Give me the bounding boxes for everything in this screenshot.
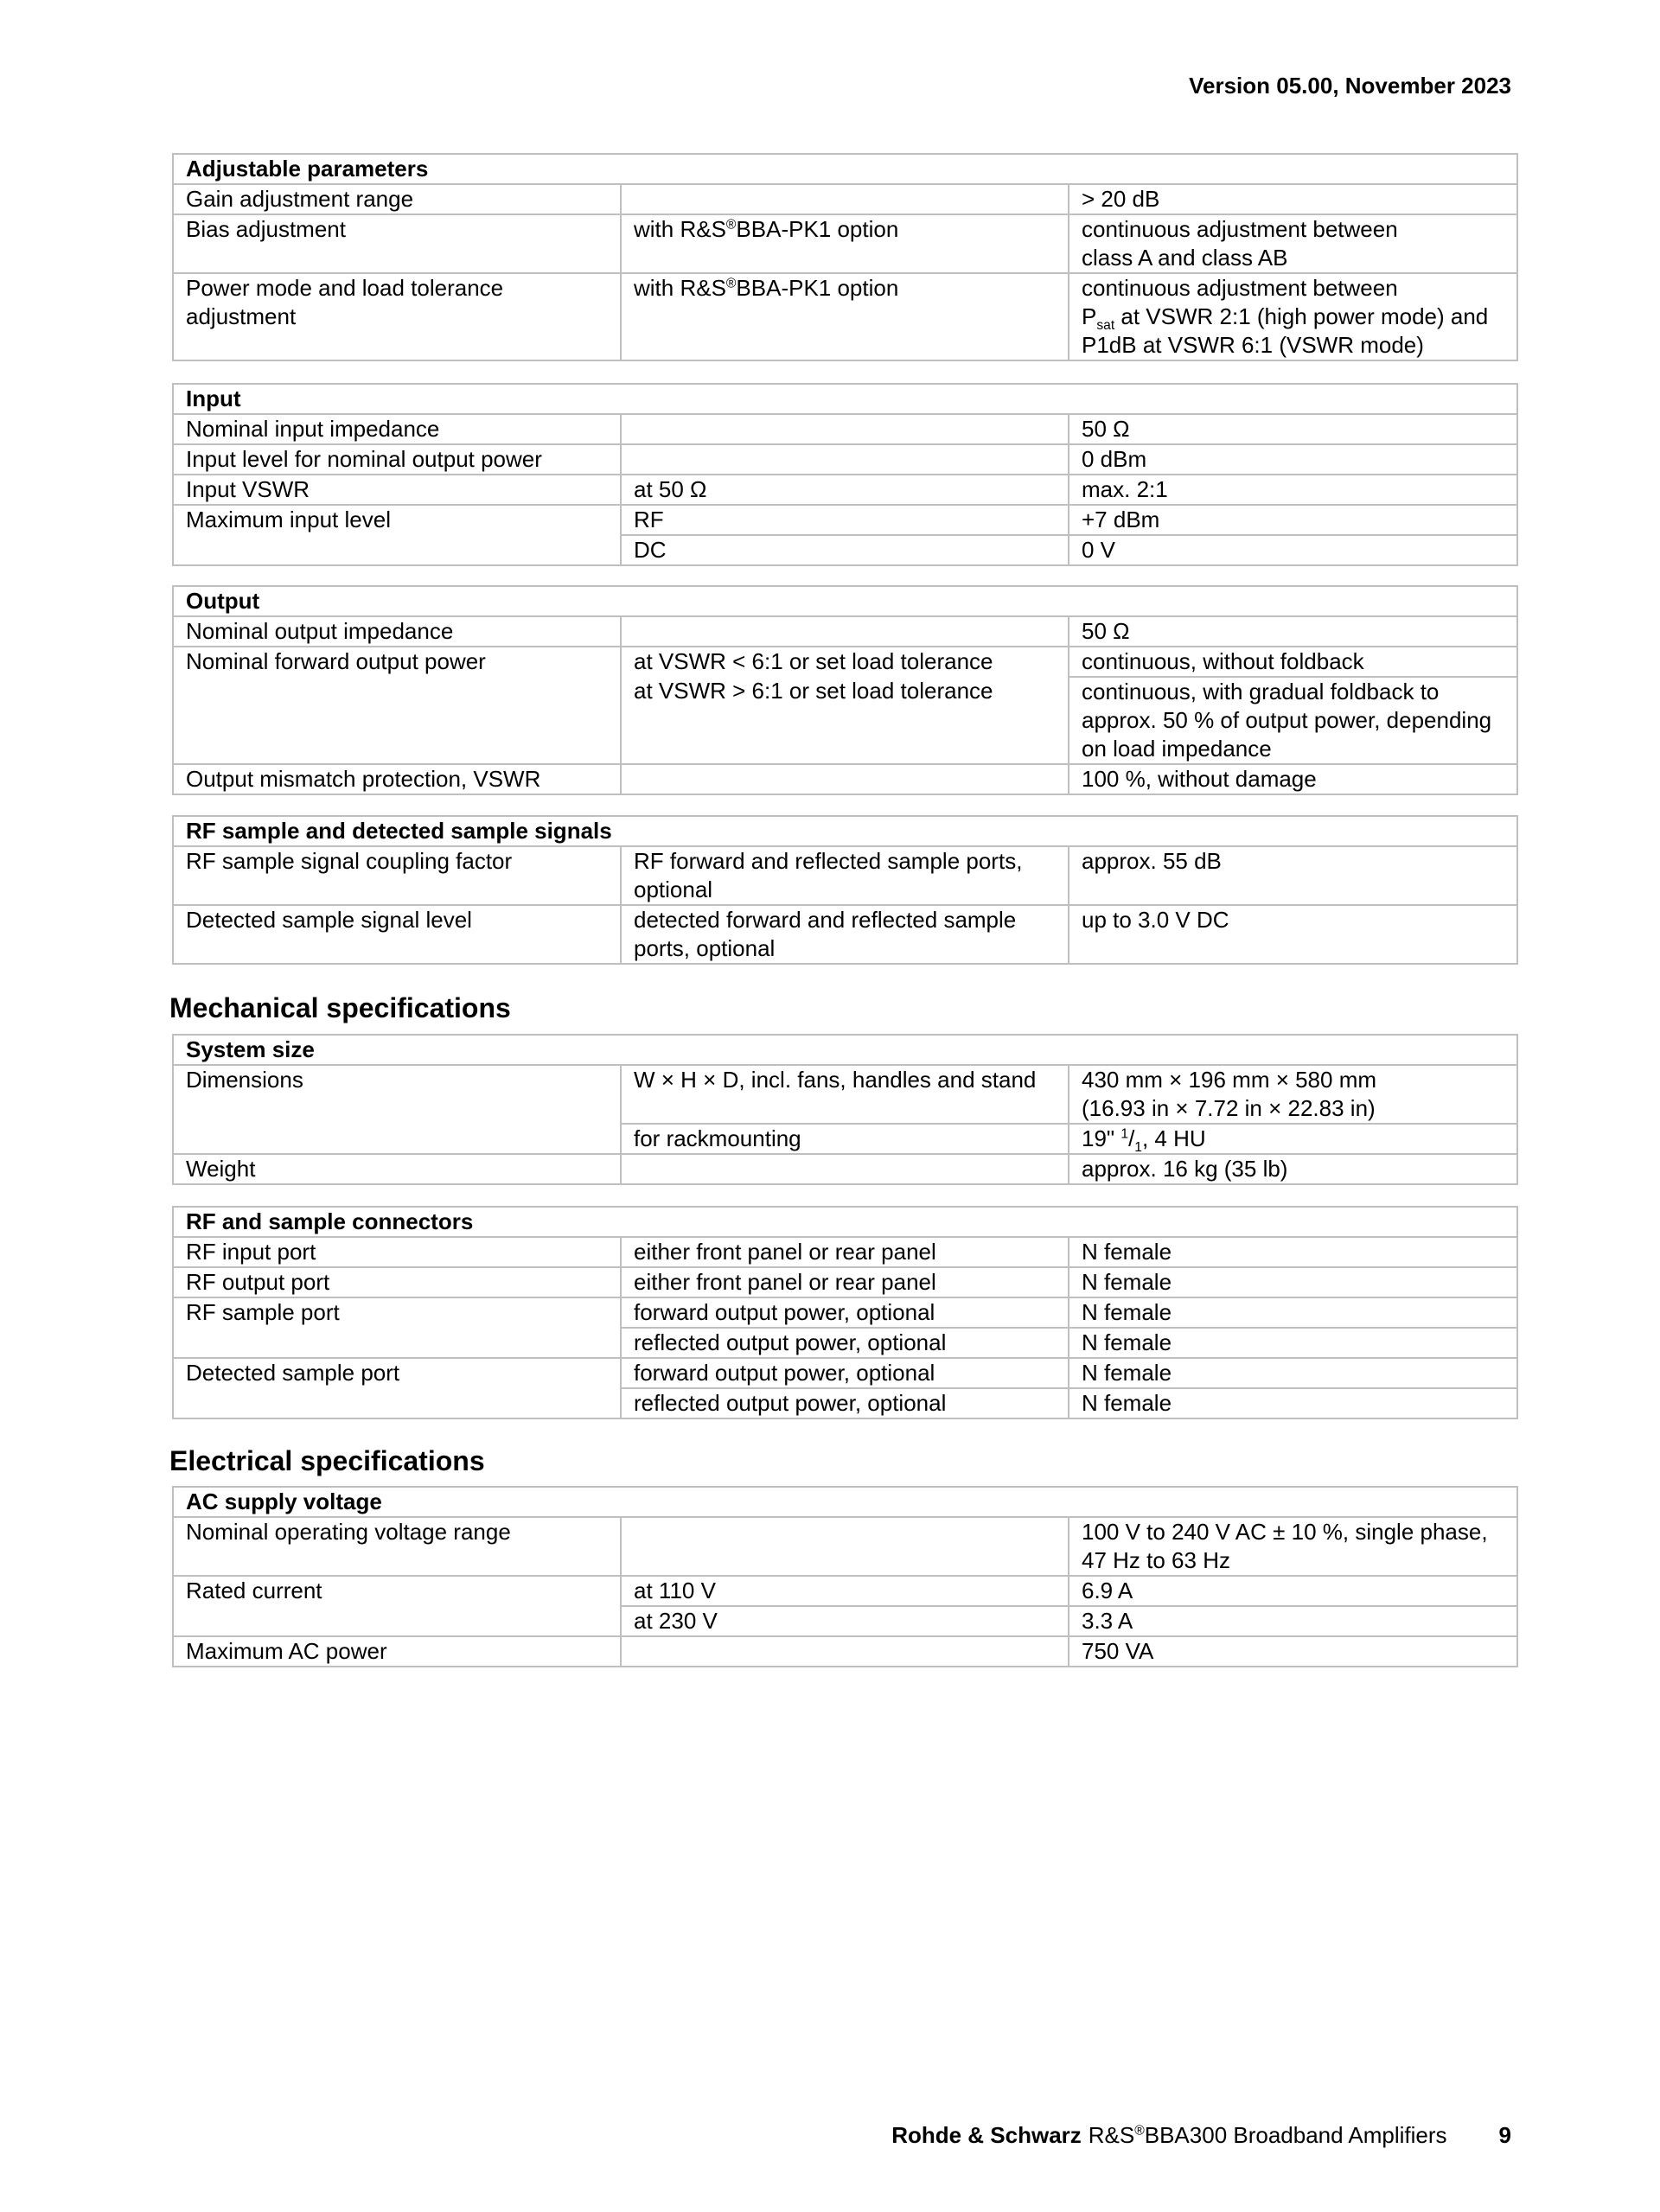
table-row <box>173 214 1517 273</box>
param-value: 100 %, without damage <box>1069 764 1517 794</box>
param-value: approx. 16 kg (35 lb) <box>1069 1154 1517 1184</box>
param-condition <box>621 273 1069 360</box>
param-condition: at 110 V <box>621 1576 1069 1606</box>
param-condition: W × H × D, incl. fans, handles and stand <box>621 1065 1069 1124</box>
param-value: +7 dBm <box>1069 505 1517 535</box>
param-label: Nominal forward output power <box>173 647 621 764</box>
param-value <box>1069 1124 1517 1154</box>
param-label: Nominal output impedance <box>173 616 621 647</box>
param-condition <box>621 444 1069 475</box>
rf-sample-table <box>172 815 1518 965</box>
connectors-table <box>172 1206 1518 1419</box>
param-label: Weight <box>173 1154 621 1184</box>
table-row <box>173 444 1517 475</box>
table-title: System size <box>173 1035 1517 1065</box>
table-row <box>173 1297 1517 1328</box>
param-value: 6.9 A <box>1069 1576 1517 1606</box>
param-value: N female <box>1069 1388 1517 1418</box>
subscript: 1 <box>1134 1140 1142 1156</box>
value-line: 47 Hz to 63 Hz <box>1082 1547 1230 1573</box>
text-part: BBA-PK1 option <box>736 216 899 242</box>
table-row <box>173 764 1517 794</box>
param-label: Dimensions <box>173 1065 621 1154</box>
table-title: Adjustable parameters <box>173 154 1517 184</box>
param-value: 750 VA <box>1069 1636 1517 1667</box>
registered-mark: ® <box>1134 2123 1145 2139</box>
text-part: BBA300 Broadband Amplifiers <box>1144 2122 1447 2148</box>
param-condition <box>621 1636 1069 1667</box>
input-table <box>172 383 1518 566</box>
param-label: Maximum AC power <box>173 1636 621 1667</box>
table-title: RF sample and detected sample signals <box>173 816 1517 846</box>
param-label: RF sample port <box>173 1297 621 1358</box>
param-condition <box>621 616 1069 647</box>
table-row <box>173 905 1517 964</box>
value-line: 100 V to 240 V AC ± 10 %, single phase, <box>1082 1519 1488 1545</box>
ac-supply-table <box>172 1486 1518 1667</box>
param-condition <box>621 846 1069 905</box>
output-table <box>172 585 1518 795</box>
param-label: Bias adjustment <box>173 214 621 273</box>
param-label: Maximum input level <box>173 505 621 565</box>
text-part: R&S <box>1088 2122 1135 2148</box>
table-header-row <box>173 384 1517 414</box>
value-line: P1dB at VSWR 6:1 (VSWR mode) <box>1082 332 1424 358</box>
param-condition <box>621 414 1069 444</box>
table-row <box>173 505 1517 535</box>
table-title: RF and sample connectors <box>173 1207 1517 1237</box>
table-header-row <box>173 1035 1517 1065</box>
param-value: approx. 55 dB <box>1069 846 1517 905</box>
label-line: adjustment <box>186 303 297 329</box>
param-value: > 20 dB <box>1069 184 1517 214</box>
condition-line: ports, optional <box>634 935 776 961</box>
value-line: on load impedance <box>1082 736 1272 762</box>
param-condition: at VSWR < 6:1 or set load tolerance <box>621 647 1069 677</box>
version-label: Version 05.00, November 2023 <box>1189 73 1511 99</box>
table-row <box>173 273 1517 360</box>
condition-line: detected forward and reflected sample <box>634 907 1017 933</box>
value-line: continuous, with gradual foldback to <box>1082 679 1440 704</box>
table-row <box>173 1065 1517 1124</box>
param-value: 0 V <box>1069 535 1517 565</box>
param-value: max. 2:1 <box>1069 475 1517 505</box>
param-label: RF output port <box>173 1267 621 1297</box>
param-condition <box>621 764 1069 794</box>
param-value: continuous, without foldback <box>1069 647 1517 677</box>
param-condition: DC <box>621 535 1069 565</box>
value-line: (16.93 in × 7.72 in × 22.83 in) <box>1082 1095 1376 1121</box>
param-condition: for rackmounting <box>621 1124 1069 1154</box>
param-label: RF input port <box>173 1237 621 1267</box>
value-line: continuous adjustment between <box>1082 275 1398 301</box>
text-part: at VSWR 2:1 (high power mode) and <box>1114 303 1489 329</box>
system-size-table <box>172 1034 1518 1185</box>
value-line: class A and class AB <box>1082 245 1288 271</box>
param-value: 50 Ω <box>1069 616 1517 647</box>
label-line: Power mode and load tolerance <box>186 275 504 301</box>
param-label: Gain adjustment range <box>173 184 621 214</box>
condition-line: optional <box>634 877 713 902</box>
table-row <box>173 1358 1517 1388</box>
param-value: N female <box>1069 1297 1517 1328</box>
param-condition: forward output power, optional <box>621 1297 1069 1328</box>
value-line <box>1082 303 1516 334</box>
table-row <box>173 616 1517 647</box>
param-value <box>1069 1517 1517 1576</box>
param-value <box>1069 273 1517 360</box>
param-condition <box>621 184 1069 214</box>
table-row <box>173 1267 1517 1297</box>
param-condition <box>621 214 1069 273</box>
param-value: N female <box>1069 1358 1517 1388</box>
table-header-row <box>173 816 1517 846</box>
param-condition: reflected output power, optional <box>621 1328 1069 1358</box>
param-value <box>1069 677 1517 764</box>
table-header-row <box>173 154 1517 184</box>
param-condition: reflected output power, optional <box>621 1388 1069 1418</box>
text-part: BBA-PK1 option <box>736 275 899 301</box>
table-title: Input <box>173 384 1517 414</box>
page-footer <box>891 2122 1511 2149</box>
param-value <box>1069 1065 1517 1124</box>
superscript: 1 <box>1120 1126 1129 1142</box>
table-row <box>173 1154 1517 1184</box>
text-part: with R&S <box>634 216 726 242</box>
table-row <box>173 475 1517 505</box>
param-label: Input level for nominal output power <box>173 444 621 475</box>
param-condition: forward output power, optional <box>621 1358 1069 1388</box>
value-line: continuous adjustment between <box>1082 216 1398 242</box>
page-number: 9 <box>1498 2122 1511 2148</box>
param-condition <box>621 1517 1069 1576</box>
footer-brand: Rohde & Schwarz <box>891 2122 1082 2148</box>
param-label: Nominal input impedance <box>173 414 621 444</box>
table-row <box>173 846 1517 905</box>
text-part: P <box>1082 303 1097 329</box>
param-value: 50 Ω <box>1069 414 1517 444</box>
text-part: with R&S <box>634 275 726 301</box>
table-row <box>173 1237 1517 1267</box>
param-value: N female <box>1069 1267 1517 1297</box>
section-heading-electrical: Electrical specifications <box>169 1445 485 1476</box>
param-label: Detected sample port <box>173 1358 621 1418</box>
param-label: Detected sample signal level <box>173 905 621 964</box>
table-header-row <box>173 586 1517 616</box>
table-title: Output <box>173 586 1517 616</box>
param-condition <box>621 1154 1069 1184</box>
table-row <box>173 1517 1517 1576</box>
param-value: 3.3 A <box>1069 1606 1517 1636</box>
table-header-row <box>173 1487 1517 1517</box>
param-condition <box>621 905 1069 964</box>
text-part: / <box>1128 1125 1135 1151</box>
param-condition: at 230 V <box>621 1606 1069 1636</box>
value-line: 430 mm × 196 mm × 580 mm <box>1082 1067 1377 1093</box>
section-heading-mechanical: Mechanical specifications <box>169 992 511 1023</box>
param-condition: either front panel or rear panel <box>621 1267 1069 1297</box>
adjustable-parameters-table <box>172 153 1518 361</box>
table-row <box>173 1576 1517 1606</box>
table-row <box>173 184 1517 214</box>
param-label: Output mismatch protection, VSWR <box>173 764 621 794</box>
param-value: up to 3.0 V DC <box>1069 905 1517 964</box>
value-line: approx. 50 % of output power, depending <box>1082 707 1492 733</box>
param-condition: either front panel or rear panel <box>621 1237 1069 1267</box>
table-header-row <box>173 1207 1517 1237</box>
param-label <box>173 273 621 360</box>
footer-product <box>1089 2122 1447 2149</box>
param-condition: RF <box>621 505 1069 535</box>
param-label: Input VSWR <box>173 475 621 505</box>
param-condition: at VSWR > 6:1 or set load tolerance <box>621 677 1069 764</box>
param-label: Rated current <box>173 1576 621 1636</box>
param-condition: at 50 Ω <box>621 475 1069 505</box>
subscript: sat <box>1096 318 1115 334</box>
param-value <box>1069 214 1517 273</box>
table-row <box>173 647 1517 677</box>
param-value: N female <box>1069 1328 1517 1358</box>
param-value: 0 dBm <box>1069 444 1517 475</box>
table-title: AC supply voltage <box>173 1487 1517 1517</box>
registered-mark: ® <box>725 276 737 291</box>
registered-mark: ® <box>725 217 737 233</box>
param-label: RF sample signal coupling factor <box>173 846 621 905</box>
condition-line: RF forward and reflected sample ports, <box>634 848 1023 874</box>
text-part: , 4 HU <box>1141 1125 1206 1151</box>
param-label: Nominal operating voltage range <box>173 1517 621 1576</box>
table-row <box>173 1636 1517 1667</box>
text-part: 19" <box>1082 1125 1121 1151</box>
table-row <box>173 414 1517 444</box>
param-value: N female <box>1069 1237 1517 1267</box>
